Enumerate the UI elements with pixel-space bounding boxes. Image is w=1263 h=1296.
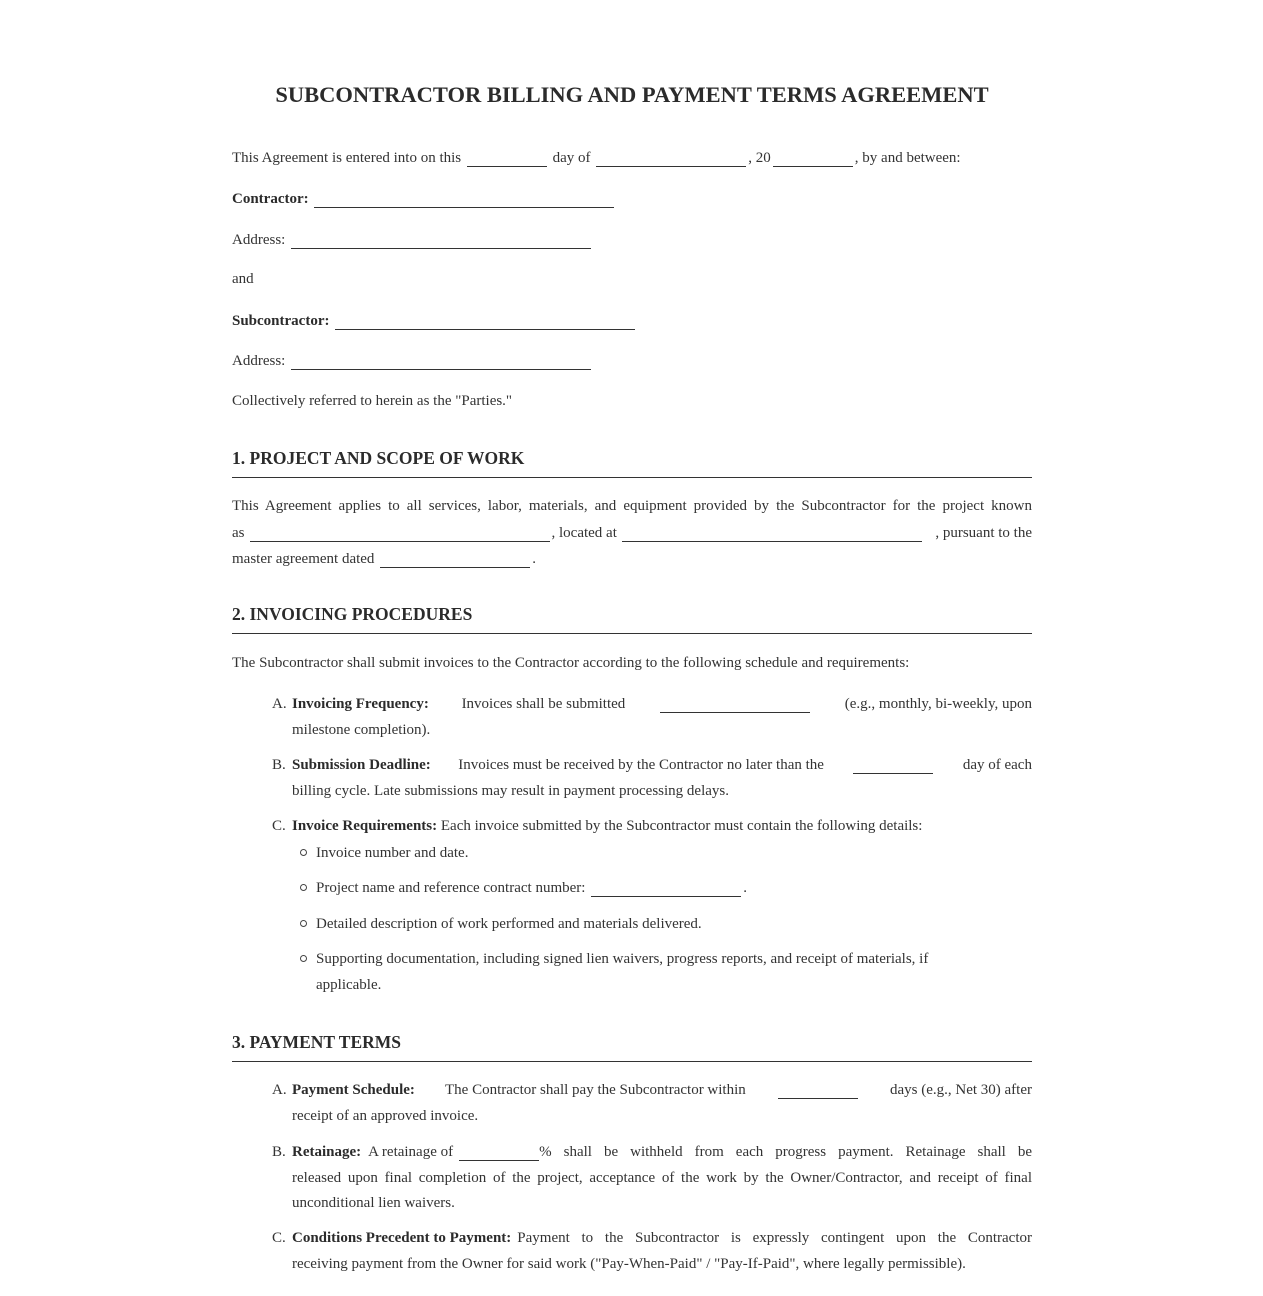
list-item-text: Detailed description of work performed and materials delivered. bbox=[316, 916, 702, 932]
payment-days-blank bbox=[778, 1084, 858, 1099]
subcontractor-blank bbox=[335, 315, 635, 330]
document-title: SUBCONTRACTOR BILLING AND PAYMENT TERMS AGREEMENT bbox=[275, 82, 989, 107]
list-item bbox=[316, 840, 1032, 866]
section-3-heading: 3. PAYMENT TERMS bbox=[232, 1031, 1032, 1062]
month-blank bbox=[596, 152, 746, 167]
section-1-line-1: This Agreement applies to all services, labor, materials, and equipment provided by the Subcontractor for the project known bbox=[232, 498, 1032, 514]
item-text: receiving payment from the Owner for said work ("Pay-When-Paid" / "Pay-If-Paid", where legally permissible). bbox=[292, 1255, 966, 1272]
item-body bbox=[292, 814, 1032, 840]
contractor-label: Contractor: bbox=[232, 191, 309, 207]
section-1-text: , located at bbox=[551, 525, 617, 541]
bullet-icon bbox=[300, 955, 307, 962]
section-1-heading: 1. PROJECT AND SCOPE OF WORK bbox=[232, 447, 1032, 478]
list-item-text: Project name and reference contract number: bbox=[316, 880, 586, 896]
project-location-blank bbox=[622, 527, 922, 542]
item-label: Submission Deadline: bbox=[292, 757, 431, 773]
contractor-address-line bbox=[232, 229, 593, 250]
bullet-icon bbox=[300, 849, 307, 856]
conditions-precedent-item bbox=[272, 1226, 1032, 1277]
payment-schedule-item bbox=[272, 1078, 1032, 1129]
item-label: Conditions Precedent to Payment: bbox=[292, 1230, 512, 1246]
subcontractor-address-blank bbox=[291, 355, 591, 370]
submission-day-blank bbox=[853, 759, 933, 774]
item-text: unconditional lien waivers. bbox=[292, 1195, 455, 1211]
section-2-intro: The Subcontractor shall submit invoices to the Contractor according to the following schedule and requirements: bbox=[232, 655, 910, 671]
list-marker: C. bbox=[272, 818, 286, 834]
retainage-item bbox=[272, 1140, 1032, 1217]
item-label: Payment Schedule: bbox=[292, 1082, 415, 1098]
master-agreement-date-blank bbox=[380, 553, 530, 568]
invoicing-frequency-item bbox=[272, 692, 1032, 743]
intro-text: , 20 bbox=[748, 150, 771, 166]
section-2-heading: 2. INVOICING PROCEDURES bbox=[232, 603, 1032, 634]
item-body bbox=[292, 1140, 1032, 1217]
subcontractor-label: Subcontractor: bbox=[232, 313, 330, 329]
list-item-text: . bbox=[743, 880, 747, 896]
list-item-text: applicable. bbox=[316, 977, 382, 993]
list-marker: A. bbox=[272, 1082, 287, 1098]
submission-deadline-item bbox=[272, 753, 1032, 804]
item-body bbox=[292, 692, 1032, 743]
item-text: receipt of an approved invoice. bbox=[292, 1107, 479, 1124]
item-body bbox=[292, 1226, 1032, 1277]
item-text: milestone completion). bbox=[292, 721, 431, 738]
intro-line bbox=[232, 147, 961, 168]
item-text: billing cycle. Late submissions may result in payment processing delays. bbox=[292, 782, 729, 799]
item-text: The Contractor shall pay the Subcontractor within bbox=[445, 1082, 746, 1098]
day-blank bbox=[467, 152, 547, 167]
list-item bbox=[316, 875, 1032, 901]
address-label: Address: bbox=[232, 353, 286, 369]
list-item-text: Supporting documentation, including signed lien waivers, progress reports, and receipt of materials, if bbox=[316, 951, 929, 967]
contract-number-blank bbox=[591, 882, 741, 897]
subcontractor-address-line bbox=[232, 350, 593, 371]
contractor-address-blank bbox=[291, 234, 591, 249]
intro-text: , by and between: bbox=[854, 150, 961, 166]
and-text: and bbox=[232, 271, 254, 287]
list-item-text bbox=[316, 875, 1032, 901]
section-1-line-2 bbox=[232, 522, 1032, 543]
parties-text: Collectively referred to herein as the "Parties." bbox=[232, 393, 513, 409]
list-item bbox=[316, 946, 1032, 998]
year-blank bbox=[773, 152, 853, 167]
bullet-icon bbox=[300, 884, 307, 891]
section-1-text: as bbox=[232, 525, 245, 541]
address-label: Address: bbox=[232, 232, 286, 248]
list-marker: B. bbox=[272, 1144, 286, 1160]
intro-text: This Agreement is entered into on this bbox=[232, 150, 462, 166]
item-text: (e.g., monthly, bi-weekly, upon bbox=[844, 696, 1032, 712]
section-1-text: . bbox=[532, 551, 536, 567]
item-label: Retainage: bbox=[292, 1144, 362, 1160]
contractor-blank bbox=[314, 193, 614, 208]
list-item-text: Invoice number and date. bbox=[316, 845, 469, 861]
item-text: Each invoice submitted by the Subcontractor must contain the following details: bbox=[440, 818, 923, 834]
section-1-text: , pursuant to the bbox=[935, 525, 1032, 541]
item-text: Invoices shall be submitted bbox=[461, 696, 626, 712]
item-text: A retainage of bbox=[368, 1144, 454, 1160]
item-text: released upon final completion of the project, acceptance of the work by the Owner/Contractor, and receipt of final bbox=[292, 1169, 1032, 1186]
section-1-line-3 bbox=[232, 548, 536, 569]
section-1-text: master agreement dated bbox=[232, 551, 375, 567]
list-marker: C. bbox=[272, 1230, 286, 1246]
subcontractor-line bbox=[232, 310, 637, 331]
item-text: day of each bbox=[962, 757, 1032, 773]
item-text: days (e.g., Net 30) after bbox=[889, 1082, 1032, 1098]
list-item bbox=[316, 911, 1032, 937]
item-text: Invoices must be received by the Contractor no later than the bbox=[458, 757, 824, 773]
item-body bbox=[292, 753, 1032, 804]
bullet-icon bbox=[300, 920, 307, 927]
item-text: Payment to the Subcontractor is expressly contingent upon the Contractor bbox=[517, 1230, 1032, 1246]
list-marker: B. bbox=[272, 757, 286, 773]
invoice-requirements-item bbox=[272, 814, 1032, 840]
item-text: % shall be withheld from each progress payment. Retainage shall be bbox=[539, 1144, 1032, 1160]
item-label: Invoice Requirements: bbox=[292, 818, 438, 834]
retainage-percent-blank bbox=[459, 1146, 539, 1161]
list-marker: A. bbox=[272, 696, 287, 712]
intro-text: day of bbox=[552, 150, 591, 166]
project-name-blank bbox=[250, 527, 550, 542]
item-body bbox=[292, 1078, 1032, 1129]
item-label: Invoicing Frequency: bbox=[292, 696, 429, 712]
contractor-line bbox=[232, 188, 616, 209]
invoicing-frequency-blank bbox=[660, 698, 810, 713]
